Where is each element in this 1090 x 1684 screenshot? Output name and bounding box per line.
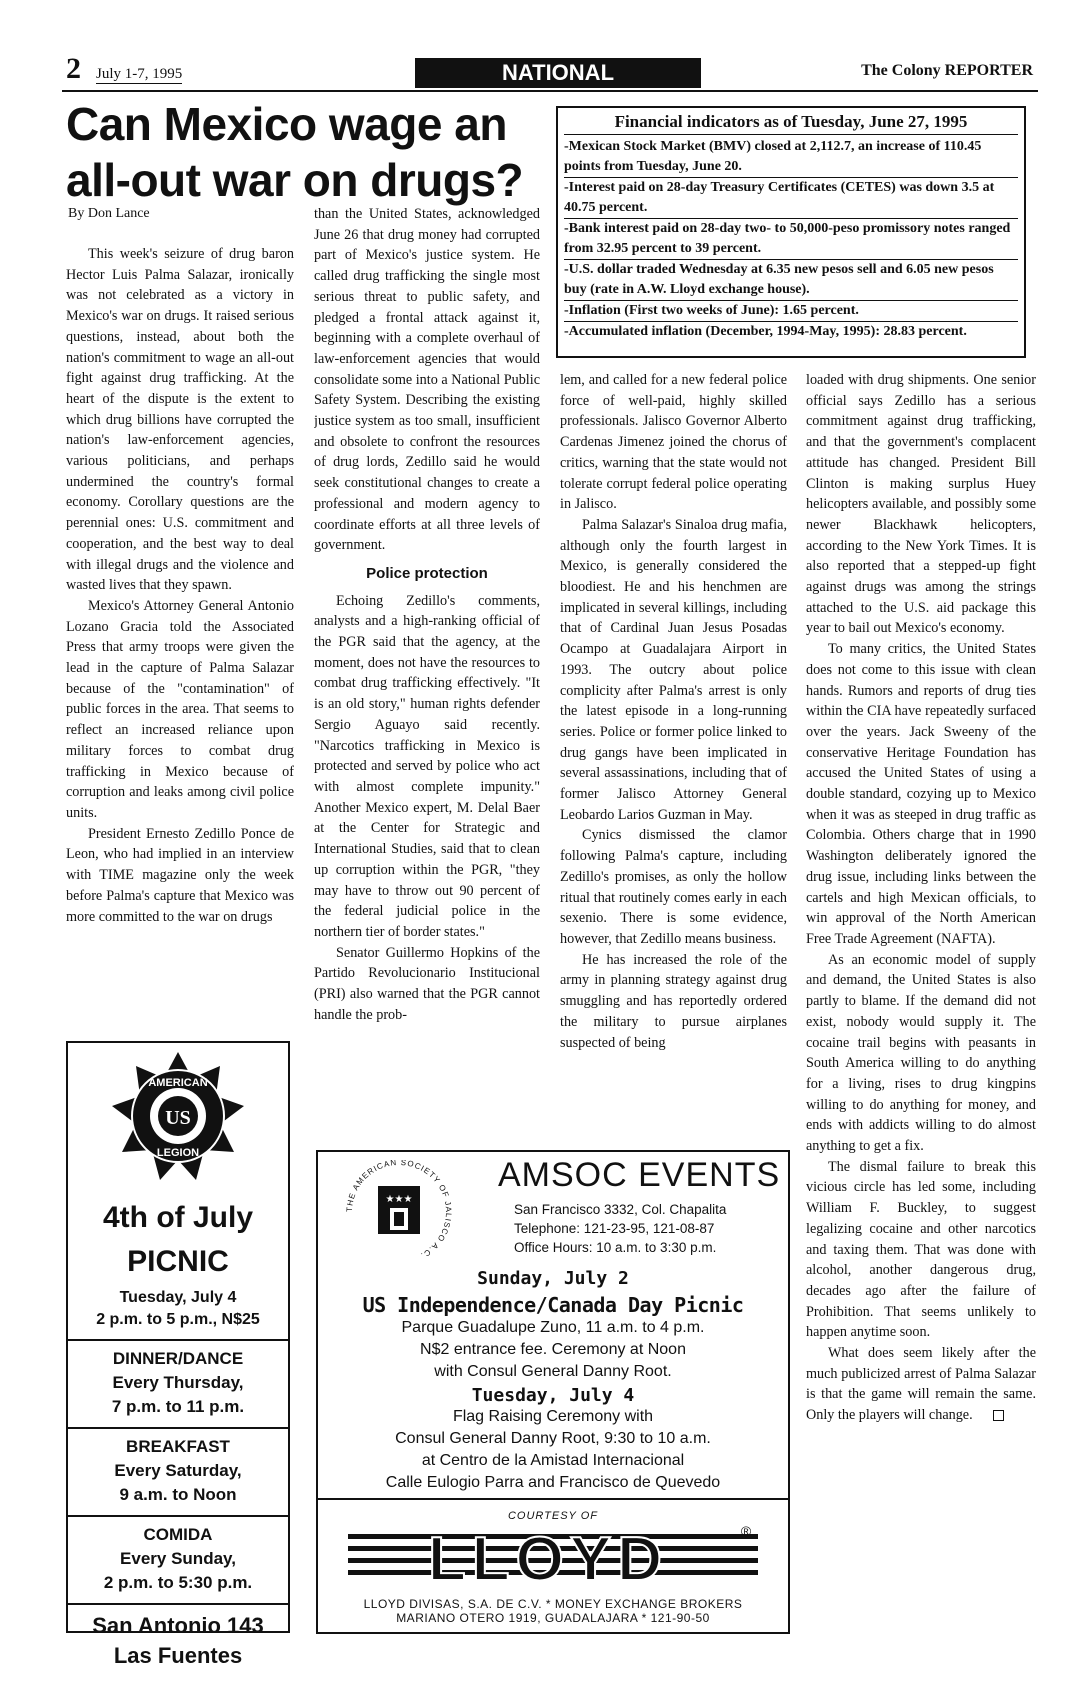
section-time: 7 p.m. to 11 p.m. (111, 1397, 245, 1416)
paragraph: President Ernesto Zedillo Ponce de Leon, who had implied in an interview with TIME magazine only the week before Palma's capture that Mexico was more committed to the war on drugs (66, 825, 294, 925)
paragraph: He has increased the role of the army in planning strategy against drug smuggling and has reportedly ordered the military to pursue airplanes suspected of being (560, 951, 787, 1051)
event-detail: Calle Eulogio Parra and Francisco de Quevedo (385, 1474, 721, 1491)
amsoc-events-ad (316, 1150, 790, 1634)
event-date-2: Tuesday, July 4 (471, 1385, 635, 1406)
subhead: Police protection (366, 564, 488, 582)
paragraph: Mexico's Attorney General Antonio Lozano Gracia told the Associated Press that army troops were given the lead in the capture of Palma Salazar because of the "contamination" of public forces in the area. That seems to reflect an increased reliance upon military forces to combat drug trafficking in Mexico because of corruption and leaks among civil police units. (66, 597, 294, 821)
publication-name: The Colony REPORTER (861, 62, 1033, 79)
legion-title-2: PICNIC (127, 1245, 229, 1278)
section-banner: NATIONAL (415, 58, 701, 88)
section-time: 2 p.m. to 5:30 p.m. (103, 1573, 253, 1592)
event-detail: Flag Raising Ceremony with (452, 1408, 654, 1425)
event-detail: Consul General Danny Root, 9:30 to 10 a.m. (395, 1430, 711, 1447)
financial-item: -Bank interest paid on 28-day two- to 50,000-peso promissory notes ranged from 32.95 percent to 39 percent. (564, 219, 1018, 260)
paragraph: To many critics, the United States does not come to this issue with clean hands. Rumors and reports of drug ties within the CIA have repeatedly surfaced over the years. Jack Sweeny of the conservative Heritage Foundation has accused the United States of using a double standard, cozying up to Mexico when it was as steeped in drug traffic as Colombia. Others charge that in 1990 Washington deliberately ignored the drug issue, including links between the cartels and high Mexican officials, to win approval of the North American Free Trade Agreement (NAFTA). (806, 641, 1036, 947)
section-day: Every Sunday, (120, 1549, 236, 1568)
paragraph: Senator Guillermo Hopkins of the Partido Revolucionario Institucional (PRI) also warned that the PGR cannot handle the prob- (314, 944, 540, 1023)
amsoc-contact (514, 1200, 726, 1257)
legion-section (68, 1515, 288, 1603)
emblem-top-text: AMERICAN (148, 1077, 208, 1089)
picnic-day: Tuesday, July 4 (119, 1289, 237, 1306)
article-column-2 (314, 204, 540, 1138)
financial-item: -Interest paid on 28-day Treasury Certificates (CETES) was down 3.5 at 40.75 percent. (564, 178, 1018, 219)
paragraph: than the United States, acknowledged June 26 that drug money had corrupted part of Mexico's justice system. He called drug trafficking the single most serious threat to public safety, and pledged a frontal attack against it, beginning with a complete overhaul of law-enforcement agencies that would consolidate some into a National Public Safety System. Describing the existing justice system as too small, insufficient and obsolete to confront the resources of drug lords, Zedillo said he would seek constitutional changes to create a professional and modern agency to coordinate efforts at all three levels of government. (314, 206, 540, 554)
lloyd-sponsor (318, 1498, 788, 1634)
legion-section (68, 1339, 288, 1427)
address-line-2: Las Fuentes (113, 1643, 243, 1668)
section-title: COMIDA (143, 1525, 213, 1544)
issue-date: July 1-7, 1995 (96, 66, 183, 82)
courtesy-label: COURTESY OF (507, 1510, 599, 1522)
financial-item: -Mexican Stock Market (BMV) closed at 2,112.7, an increase of 110.45 points from Tuesday, June 20. (564, 137, 1018, 178)
article-headline: Can Mexico wage an all-out war on drugs? (66, 98, 524, 206)
amsoc-title: AMSOC EVENTS (498, 1156, 781, 1194)
seal-text: THE AMERICAN SOCIETY OF JALISCO A.C. (344, 1160, 454, 1261)
paragraph: Palma Salazar's Sinaloa drug mafia, although only the fourth largest in Mexico, is generally considered the bloodiest. He and his henchmen are implicated in several killings, including that of Cardinal Juan Jesus Posadas Ocampo at Guadalajara Airport in 1993. The outcry about police complicity after Palma's arrest is only the latest episode in a long-running series. Police or former police linked to drug gangs have been implicated in several assassinations, including that of former Jalisco Attorney General Leobardo Larios Guzman in May. (560, 516, 787, 823)
legion-section (68, 1427, 288, 1515)
paragraph: Cynics dismissed the clamor following Palma's capture, including Zedillo's promises, as only the hollow ritual that routinely comes early in each sexenio. There is some evidence, however, that Zedillo means business. (560, 827, 787, 947)
financial-item: -Inflation (First two weeks of June): 1.65 percent. (564, 301, 1018, 322)
event-date-1: Sunday, July 2 (477, 1268, 629, 1289)
event-detail: at Centro de la Amistad Internacional (421, 1452, 685, 1469)
section-day: Every Saturday, (114, 1461, 242, 1480)
picnic-time: 2 p.m. to 5 p.m., N$25 (96, 1311, 260, 1328)
event-detail: N$2 entrance fee. Ceremony at Noon (420, 1341, 686, 1358)
article-column-4 (806, 370, 1036, 1610)
amsoc-hours: Office Hours: 10 a.m. to 3:30 p.m. (514, 1240, 717, 1255)
lloyd-tagline-2: MARIANO OTERO 1919, GUADALAJARA * 121-90-50 (396, 1611, 710, 1625)
paragraph: Echoing Zedillo's comments, analysts and a high-ranking official of the PGR said that the agency, at the moment, does not have the resources to combat drug trafficking effectively. "It is an old story," human rights defender Sergio Aguayo said recently. "Narcotics trafficking in Mexico is protected and served by police who act with almost complete impunity." Another Mexico expert, M. Delal Baer at the Center for Strategic and International Studies, said that to clean up corruption within the PGR, "they may have to throw out 90 percent of the federal judicial police in the northern tier of border states." (314, 592, 540, 940)
event-detail: with Consul General Danny Root. (434, 1363, 672, 1380)
article-column-1 (66, 244, 294, 1030)
paragraph: The dismal failure to break this vicious circle has led some, including William F. Buckley, to suggest legalizing cocaine and other narcotics and taxing them. That was done with alcohol, another dangerous drug, decades ago after the failure of Prohibition. That seems unlikely to happen anytime soon. (806, 1158, 1036, 1341)
header-rule (62, 90, 1038, 92)
american-legion-ad (66, 1041, 290, 1668)
section-title: DINNER/DANCE (112, 1349, 244, 1368)
article-byline: By Don Lance (68, 206, 150, 221)
event-title-1: US Independence/Canada Day Picnic (362, 1293, 744, 1317)
address-line-1: San Antonio 143 (92, 1613, 264, 1638)
legion-emblem (68, 1043, 288, 1193)
end-mark-icon (993, 1410, 1004, 1421)
lloyd-tagline-1: LLOYD DIVISAS, S.A. DE C.V. * MONEY EXCHANGE BROKERS (363, 1597, 743, 1611)
lloyd-logo-text: LLOYD (427, 1525, 669, 1588)
paragraph: As an economic model of supply and demand, the United States is also partly to blame. If the demand did not exist, nobody would supply it. The cocaine trail begins with peasants in South America willing to do anything for a living, rises to drug kingpins willing to do anything for money, and ends with addicts willing to do almost anything to get a fix. (806, 951, 1036, 1155)
amsoc-telephone: Telephone: 121-23-95, 121-08-87 (514, 1221, 715, 1236)
financial-item: -U.S. dollar traded Wednesday at 6.35 new pesos sell and 6.05 new pesos buy (rate in A.W. Lloyd exchange house). (564, 260, 1018, 301)
registered-mark: ® (740, 1523, 752, 1539)
article-column-3 (560, 370, 787, 1140)
section-day: Every Thursday, (112, 1373, 244, 1392)
legion-address (68, 1603, 288, 1679)
svg-text:★★★: ★★★ (385, 1194, 413, 1205)
financial-title: Financial indicators as of Tuesday, June 27, 1995 (564, 112, 1018, 135)
lloyd-logo-icon (348, 1522, 758, 1588)
page-number: 2 (66, 52, 81, 85)
legion-title-1: 4th of July (102, 1201, 253, 1234)
paragraph: This week's seizure of drug baron Hector Luis Palma Salazar, ironically was not celebrated as a victory in Mexico's war on drugs. It raised serious questions, instead, about both the nation's commitment to wage an all-out fight against drug trafficking. At the heart of the dispute is the extent to which drug billions have corrupted the nation's law-enforcement agencies, various politicians, and perhaps undermined the country's formal economy. Corollary questions are the perennial ones: U.S. commitment and cooperation, and the best way to deal with illegal drugs and the violence and wasted lives that they spawn. (66, 246, 294, 594)
financial-indicators-box (556, 106, 1026, 358)
society-seal-icon (334, 1160, 464, 1264)
event-detail: Parque Guadalupe Zuno, 11 a.m. to 4 p.m. (401, 1319, 705, 1336)
emblem-center-text: US (165, 1107, 191, 1129)
amsoc-address: San Francisco 3332, Col. Chapalita (514, 1202, 727, 1217)
emblem-bottom-text: LEGION (156, 1147, 200, 1159)
paragraph: lem, and called for a new federal police force of well-paid, highly skilled professionals. Jalisco Governor Alberto Cardenas Jimenez joined the chorus of critics, warning that the state would not tolerate corrupt federal police operating in Jalisco. (560, 372, 787, 513)
amsoc-events (318, 1268, 788, 1494)
paragraph (806, 1343, 1036, 1426)
section-time: 9 a.m. to Noon (119, 1485, 237, 1504)
financial-item: -Accumulated inflation (December, 1994-May, 1995): 28.83 percent. (564, 324, 967, 339)
amsoc-seal (334, 1160, 464, 1269)
section-title: BREAKFAST (126, 1437, 230, 1456)
paragraph-text: What does seem likely after the much publicized arrest of Palma Salazar is that the game will remain the same. Only the players will change. (806, 1345, 1036, 1424)
legion-emblem-icon (108, 1048, 248, 1188)
paragraph: loaded with drug shipments. One senior official says Zedillo has a serious commitment against drug trafficking, and that the government's complacent attitude has changed. President Bill Clinton is making surplus Huey helicopters available, and possibly some newer Blackhawk helicopters, according to the New York Times. It is also reported that a stepped-up fight against drugs was among the strings attached to the U.S. aid package this year to bail out Mexico's economy. (806, 372, 1036, 637)
